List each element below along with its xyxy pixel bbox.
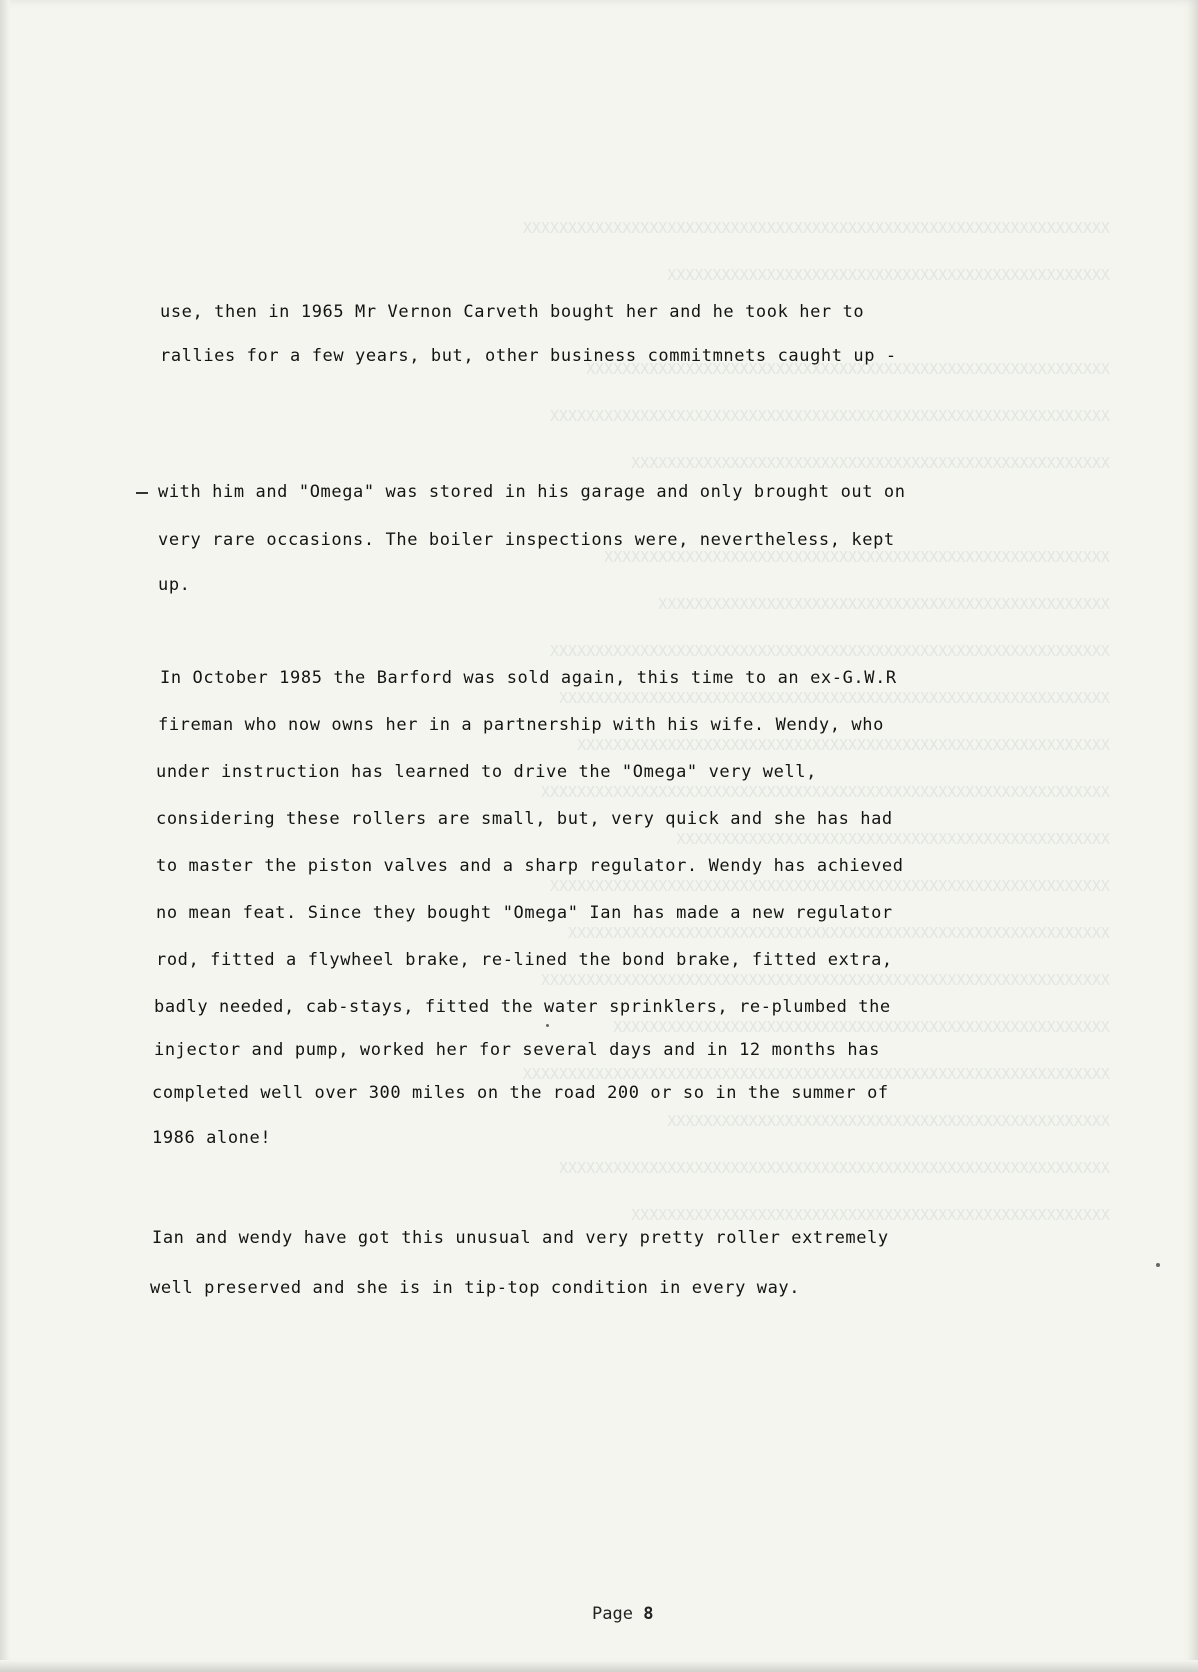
body-line-14: injector and pump, worked her for several days and in 12 months has [154,1040,880,1060]
body-line-13: badly needed, cab-stays, fitted the water sprinklers, re-plumbed the [154,997,891,1017]
body-line-6: In October 1985 the Barford was sold again, this time to an ex-G.W.R [160,668,897,688]
body-line-12: rod, fitted a flywheel brake, re-lined the bond brake, fitted extra, [156,950,893,970]
page-left-edge [0,0,10,1672]
margin-dash-mark [136,492,148,494]
body-line-18: well preserved and she is in tip-top condition in every way. [150,1278,801,1298]
speck-mark [1156,1263,1160,1267]
bleed-through-text: XXXXXXXXXXXXXXXXXXXXXXXXXXXXXXXXXXXXXXXXXXXXXXXXXXXXXXXXXXXXXXXXX XXXXXXXXXXXXXXXXXXXXXXXXXXXXXXXXXXXXXXXXXXXXXXXXX XXXXXXXXXXXXXXXXXXXXXXXXXXXXXXXXXXXXXXXXXXXXXXXXXXXXXXXXXX XXXXXXXXXXXXXXXXXXXXXXXXXXXXXXXXXXXXXXXXXXXXXXXXXXXXXXXXXXXXXX XXXXXXXXXXXXXXXXXXXXXXXXXXXXXXXXXXXXXXXXXXXXXXXXXXXXX XXXXXXXXXXXXXXXXXXXXXXXXXXXXXXXXXXXXXXXXXXXXXXXXXXXXXXXX XXXXXXXXXXXXXXXXXXXXXXXXXXXXXXXXXXXXXXXXXXXXXXXXXX XXXXXXXXXXXXXXXXXXXXXXXXXXXXXXXXXXXXXXXXXXXXXXXXXXXXXXXXXXXXXX XXXXXXXXXXXXXXXXXXXXXXXXXXXXXXXXXXXXXXXXXXXXXXXXXXXXXXXXXXXXX XXXXXXXXXXXXXXXXXXXXXXXXXXXXXXXXXXXXXXXXXXXXXXXXXXXXXXXXXXX XXXXXXXXXXXXXXXXXXXXXXXXXXXXXXXXXXXXXXXXXXXXXXXXXXXXXXXXXXXXXXX XXXXXXXXXXXXXXXXXXXXXXXXXXXXXXXXXXXXXXXXXXXXXXXX XXXXXXXXXXXXXXXXXXXXXXXXXXXXXXXXXXXXXXXXXXXXXXXXXXXXXXXXXXXXXX XXXXXXXXXXXXXXXXXXXXXXXXXXXXXXXXXXXXXXXXXXXXXXXXXXXXXXXXXXXX XXXXXXXXXXXXXXXXXXXXXXXXXXXXXXXXXXXXXXXXXXXXXXXXXXXXXXXXXXXXXXX XXXXXXXXXXXXXXXXXXXXXXXXXXXXXXXXXXXXXXXXXXXXXXXXXXXXXXX XXXXXXXXXXXXXXXXXXXXXXXXXXXXXXXXXXXXXXXXXXXXXXXXXXXXXXXXXXXXXXXXX XXXXXXXXXXXXXXXXXXXXXXXXXXXXXXXXXXXXXXXXXXXXXXXXX XXXXXXXXXXXXXXXXXXXXXXXXXXXXXXXXXXXXXXXXXXXXXXXXXXXXXXXXXXXXX XXXXXXXXXXXXXXXXXXXXXXXXXXXXXXXXXXXXXXXXXXXXXXXXXXXXX [523,219,1110,1224]
speck-mark [546,1024,549,1027]
body-line-10: to master the piston valves and a sharp regulator. Wendy has achieved [156,856,904,876]
page-label: Page [592,1604,644,1624]
body-line-8: under instruction has learned to drive the "Omega" very well, [156,762,817,782]
body-line-3: with him and "Omega" was stored in his garage and only brought out on [158,482,906,502]
page-bottom-edge [0,1660,1198,1672]
page-number-value: 8 [643,1604,654,1624]
body-line-1: use, then in 1965 Mr Vernon Carveth bought her and he took her to [160,302,865,322]
page-number [592,1604,653,1624]
body-line-9: considering these rollers are small, but, very quick and she has had [156,809,893,829]
body-line-15: completed well over 300 miles on the road 200 or so in the summer of [152,1083,889,1103]
body-line-16: 1986 alone! [152,1128,272,1148]
body-line-17: Ian and wendy have got this unusual and very pretty roller extremely [152,1228,889,1248]
body-line-7: fireman who now owns her in a partnership with his wife. Wendy, who [158,715,884,735]
body-line-2: rallies for a few years, but, other business commitmnets caught up - [160,346,897,366]
body-line-5: up. [158,575,191,595]
body-line-11: no mean feat. Since they bought "Omega" Ian has made a new regulator [156,903,893,923]
body-line-4: very rare occasions. The boiler inspections were, nevertheless, kept [158,530,895,550]
